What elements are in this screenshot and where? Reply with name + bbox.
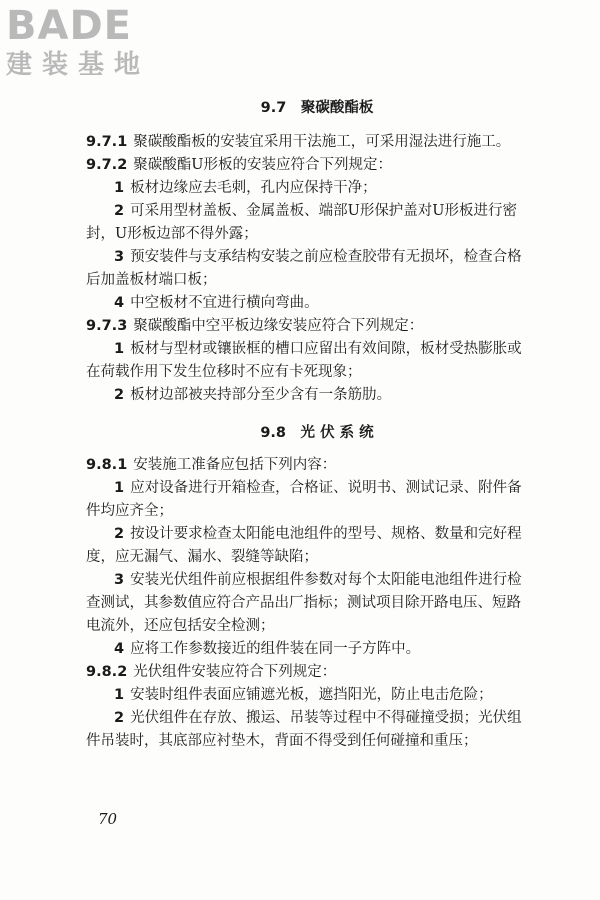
list-item [86, 477, 526, 523]
item-text: 板材与型材或镶嵌框的槽口应留出有效间隙，板材受热膨胀或在荷载作用下发生位移时不应有卡死现象； [86, 341, 522, 380]
item-number: 1 [114, 180, 125, 196]
item-number: 3 [114, 572, 125, 588]
logo-chinese: 建装基地 [6, 50, 151, 80]
clause-text: 安装施工准备应包括下列内容： [133, 457, 337, 473]
item-text: 应对设备进行开箱检查，合格证、说明书、测试记录、附件备件均应齐全； [86, 480, 522, 519]
list-item [86, 246, 526, 292]
section-heading-9-7: 9.7 聚碳酸酯板 [260, 100, 374, 116]
list-item [86, 684, 526, 707]
clause-text: 聚碳酸酯U形板的安装应符合下列规定： [133, 157, 393, 173]
item-text: 按设计要求检查太阳能电池组件的型号、规格、数量和完好程度，应无漏气、漏水、裂缝等缺陷； [86, 526, 522, 565]
clause-9-7-1 [86, 131, 526, 154]
clause-number: 9.7.1 [86, 134, 128, 150]
clause-9-7-2 [86, 154, 526, 177]
item-number: 2 [114, 710, 125, 726]
list-item [86, 338, 526, 384]
list-item [86, 523, 526, 569]
item-text: 板材边部被夹持部分至少含有一条筋肋。 [130, 387, 392, 403]
list-item [86, 292, 526, 315]
item-number: 2 [114, 526, 125, 542]
clause-number: 9.8.2 [86, 664, 128, 680]
section-heading-9-8: 9.8 光 伏 系 统 [260, 425, 374, 441]
item-text: 预安装件与支承结构安装之前应检查胶带有无损坏，检查合格后加盖板材端口板； [86, 249, 522, 288]
item-text: 光伏组件在存放、搬运、吊装等过程中不得碰撞受损；光伏组件吊装时，其底部应衬垫木，背面不得受到任何碰撞和重压； [86, 710, 522, 749]
clause-9-8-2 [86, 661, 526, 684]
item-text: 板材边缘应去毛刺，孔内应保持干净； [130, 180, 377, 196]
clause-number: 9.7.2 [86, 157, 128, 173]
clause-number: 9.7.3 [86, 318, 128, 334]
item-number: 1 [114, 341, 125, 357]
item-number: 1 [114, 687, 125, 703]
bade-logo [6, 4, 176, 90]
list-item [86, 384, 526, 407]
item-text: 可采用型材盖板、金属盖板、端部U形保护盖对U形板进行密封，U形板边部不得外露； [86, 203, 518, 242]
page-number: 70 [98, 810, 118, 828]
item-text: 安装光伏组件前应根据组件参数对每个太阳能电池组件进行检查测试，其参数值应符合产品出厂指标；测试项目除开路电压、短路电流外，还应包括安全检测； [86, 572, 522, 634]
item-number: 4 [114, 641, 125, 657]
list-item [86, 200, 526, 246]
item-number: 1 [114, 480, 125, 496]
page-content [86, 92, 526, 753]
clause-9-8-1 [86, 454, 526, 477]
logo-mark: BADE [6, 3, 132, 49]
item-number: 2 [114, 387, 125, 403]
list-item [86, 569, 526, 638]
item-text: 安装时组件表面应铺遮光板，遮挡阳光，防止电击危险； [130, 687, 493, 703]
list-item [86, 707, 526, 753]
list-item [86, 177, 526, 200]
item-number: 3 [114, 249, 125, 265]
clause-number: 9.8.1 [86, 457, 128, 473]
item-text: 应将工作参数接近的组件装在同一子方阵中。 [130, 641, 421, 657]
item-number: 4 [114, 295, 125, 311]
clause-text: 聚碳酸酯中空平板边缘安装应符合下列规定： [133, 318, 424, 334]
item-number: 2 [114, 203, 125, 219]
clause-9-7-3 [86, 315, 526, 338]
clause-text: 光伏组件安装应符合下列规定： [133, 664, 337, 680]
item-text: 中空板材不宜进行横向弯曲。 [130, 295, 319, 311]
list-item [86, 638, 526, 661]
clause-text: 聚碳酸酯板的安装宜采用干法施工，可采用湿法进行施工。 [133, 134, 511, 150]
